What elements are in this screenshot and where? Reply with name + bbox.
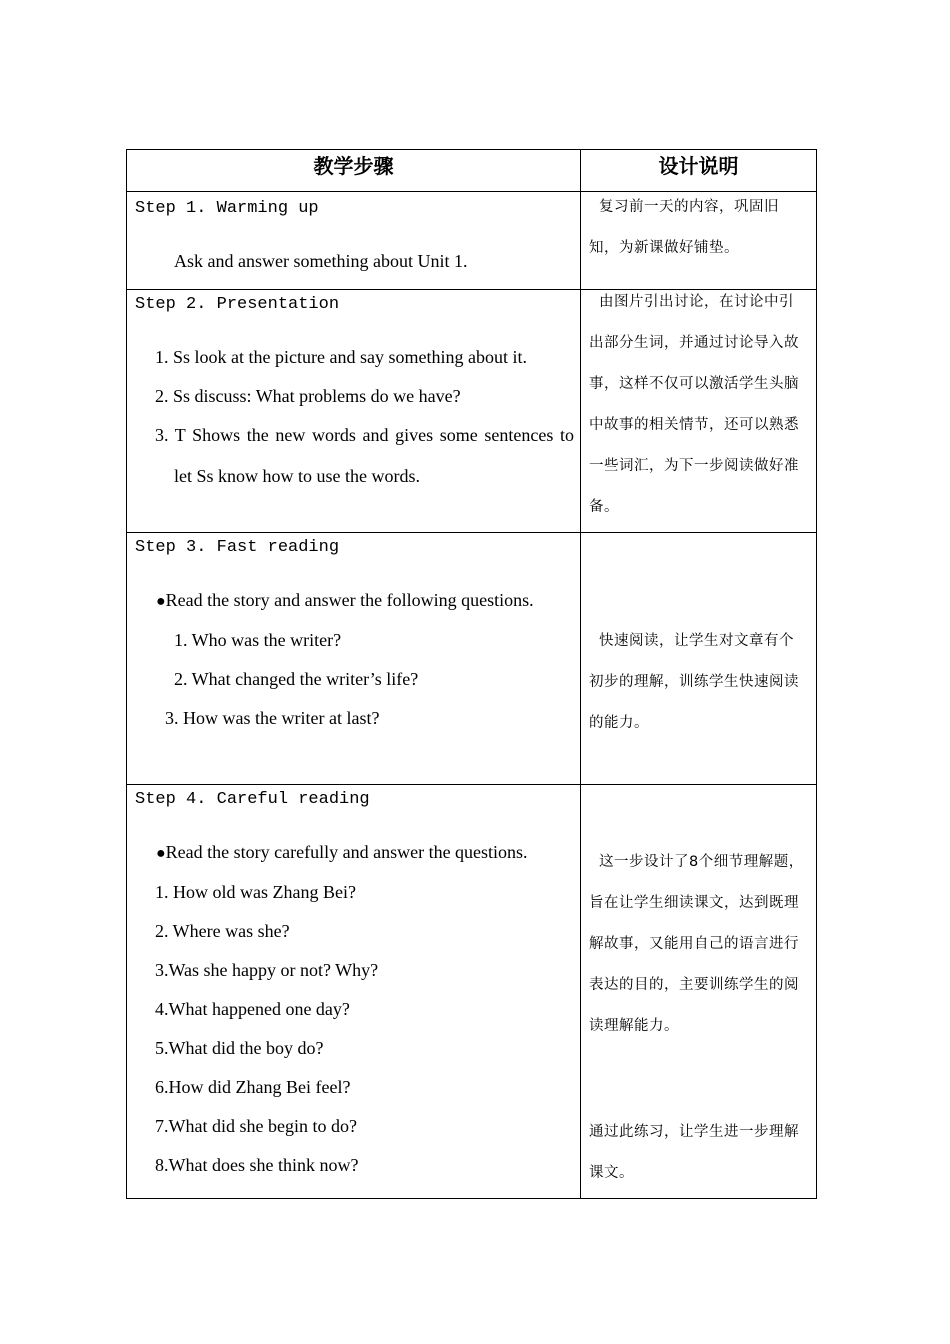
design-note: 通过此练习，让学生进一步理解课文。 [589,1124,799,1181]
lesson-plan-table [126,149,817,1199]
design-note: 这一步设计了8个细节理解题，旨在让学生细读课文，达到既理解故事，又能用自己的语言进行表达的目的，主要训练学生的阅读理解能力。 [589,854,804,1034]
step-line: 1. Who was the writer? [174,630,342,650]
design-note: 复习前一天的内容，巩固旧知，为新课做好铺垫。 [589,199,779,256]
step-line: 8.What does she think now? [155,1155,359,1175]
header-design-notes: 设计说明 [581,150,817,192]
bullet-icon: ● [156,593,166,610]
notes-cell [581,785,817,1199]
steps-cell [127,533,581,785]
step-line: ●Read the story and answer the following questions. [156,590,534,610]
step-line: 2. Where was she? [155,921,290,941]
notes-cell [581,192,817,290]
steps-cell [127,192,581,290]
step-title: Step 1. Warming up [135,199,319,218]
table-row [127,192,817,290]
step-line: 3. How was the writer at last? [165,708,380,728]
step-title: Step 2. Presentation [135,295,340,314]
bullet-icon: ● [156,845,166,862]
step-line: 2. What changed the writer’s life? [174,669,419,689]
table-row [127,533,817,785]
step-line: 2. Ss discuss: What problems do we have? [155,386,461,406]
notes-cell [581,533,817,785]
design-note: 快速阅读，让学生对文章有个初步的理解，训练学生快速阅读的能力。 [589,633,799,731]
table-row [127,290,817,533]
notes-cell [581,290,817,533]
step-line: 3. T Shows the new words and gives some sentences to let Ss know how to use the words. [155,425,574,486]
step-line: 6.How did Zhang Bei feel? [155,1077,351,1097]
step-title: Step 3. Fast reading [135,538,340,557]
step-line: 1. How old was Zhang Bei? [155,882,356,902]
steps-cell [127,785,581,1199]
design-note: 由图片引出讨论，在讨论中引出部分生词，并通过讨论导入故事，这样不仅可以激活学生头脑中故事的相关情节，还可以熟悉一些词汇，为下一步阅读做好准备。 [589,294,799,515]
step-line: 3.Was she happy or not? Why? [155,960,379,980]
step-line: 5.What did the boy do? [155,1038,324,1058]
step-title: Step 4. Careful reading [135,790,370,809]
step-line: Ask and answer something about Unit 1. [174,251,468,271]
step-line: 4.What happened one day? [155,999,350,1019]
table-row [127,785,817,1199]
header-teaching-steps: 教学步骤 [127,150,581,192]
step-line: 7.What did she begin to do? [155,1116,357,1136]
step-line: 1. Ss look at the picture and say something about it. [155,347,527,367]
step-line: ●Read the story carefully and answer the questions. [156,842,528,862]
steps-cell [127,290,581,533]
